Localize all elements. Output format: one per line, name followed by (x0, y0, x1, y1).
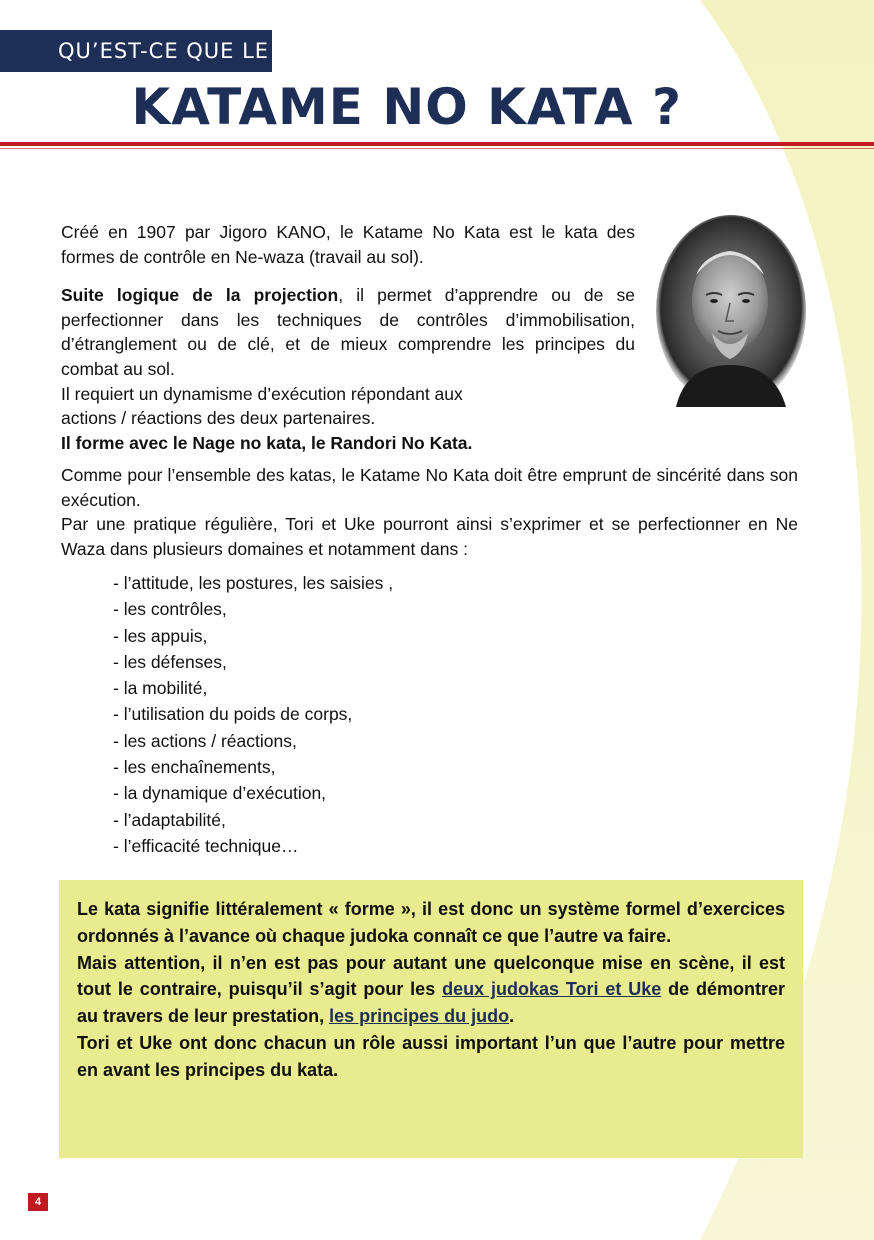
callout-paragraph-1: Le kata signifie littéralement « forme », il est donc un système formel d’exercices ordonnés à l’avance où chaque judoka connaît ce que l’autre va faire. (77, 899, 785, 946)
intro-paragraph-2 (61, 283, 635, 381)
list-item: - les contrôles, (113, 599, 227, 620)
intro-paragraph-2-rest: , il permet d’apprendre ou de se perfectionner dans les techniques de contrôles d’immobilisation, d’étranglement ou de clé, et de mieux comprendre les principes du combat au sol. (61, 285, 636, 379)
callout-paragraph-2 (77, 950, 785, 1030)
list-item: - l’adaptabilité, (113, 809, 226, 830)
list-item: - l’efficacité technique… (113, 835, 299, 856)
domains-list (113, 570, 393, 859)
title-rule (0, 142, 874, 146)
callout-box (59, 880, 803, 1158)
list-item: - l’attitude, les postures, les saisies , (113, 573, 394, 593)
list-item: - l’utilisation du poids de corps, (113, 704, 353, 725)
link-deux-judokas[interactable]: deux judokas Tori et Uke (442, 979, 662, 1000)
list-item: - la mobilité, (113, 678, 208, 699)
intro-paragraph-4: Il forme avec le Nage no kata, le Randori No Kata. (61, 433, 473, 453)
title-rule-thin (0, 148, 874, 149)
intro-paragraph-5: Comme pour l’ensemble des katas, le Katame No Kata doit être emprunt de sincérité dans son exécution. (61, 465, 798, 510)
list-item: - les actions / réactions, (113, 730, 297, 751)
callout-paragraph-3: Tori et Uke ont donc chacun un rôle aussi important l’un que l’autre pour mettre en avant les principes du kata. (77, 1032, 785, 1080)
intro-paragraph-6: Par une pratique régulière, Tori et Uke pourront ainsi s’exprimer et se perfectionner en Ne Waza dans plusieurs domaines et notamment dans : (61, 514, 798, 559)
list-item: - la dynamique d’exécution, (113, 783, 327, 804)
link-principes-du-judo[interactable]: les principes du judo (329, 1006, 510, 1027)
list-item: - les enchaînements, (113, 757, 276, 778)
portrait-photo (656, 215, 806, 407)
callout-paragraph-2-part-3: . (509, 1006, 515, 1027)
intro-paragraph-2-bold: Suite logique de la projection (61, 285, 339, 305)
section-tab: QU’EST-CE QUE LE (0, 30, 272, 72)
list-item: - les défenses, (113, 651, 227, 672)
callout-paragraph-2-part-2: de démontrer au travers de leur prestation, (77, 979, 785, 1027)
intro-paragraph-1: Créé en 1907 par Jigoro KANO, le Katame No Kata est le kata des formes de contrôle en Ne-waza (travail au sol). (61, 222, 635, 267)
intro-paragraph-3-line-2: actions / réactions des deux partenaires. (61, 408, 376, 428)
page-number: 4 (28, 1193, 48, 1211)
page-title: KATAME NO KATA ? (131, 78, 682, 136)
intro-paragraph-3-line-1: Il requiert un dynamisme d’exécution répondant aux (61, 384, 463, 404)
list-item: - les appuis, (113, 625, 208, 646)
callout-paragraph-2-part-1: Mais attention, il n’en est pas pour autant une quelconque mise en scène, il est tout le contraire, puisqu’il s’agit pour les (77, 952, 785, 1000)
